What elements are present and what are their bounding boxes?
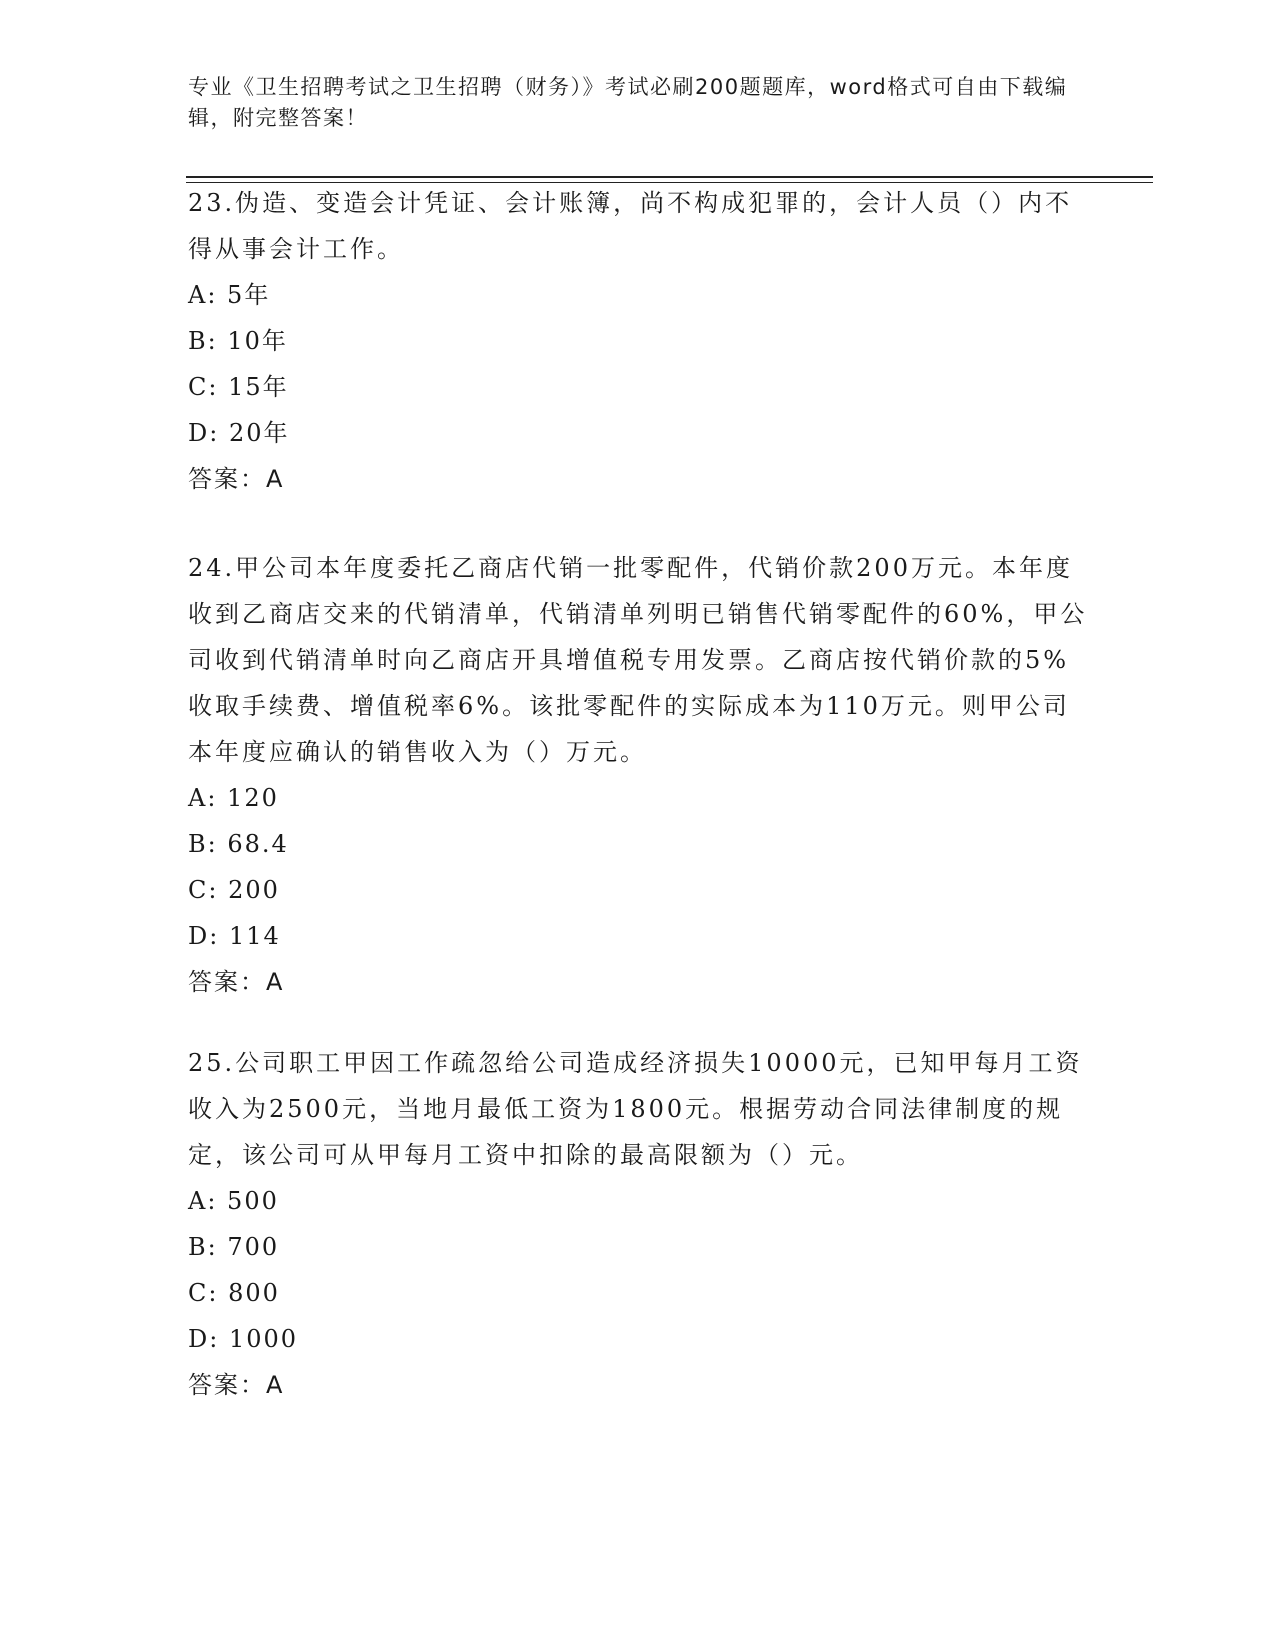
option-c: C: 15年 (188, 373, 289, 401)
option-d: D: 1000 (188, 1325, 299, 1353)
answer-label: 答案：A (188, 1371, 285, 1399)
header-divider-thick (186, 176, 1153, 178)
option-a: A: 5年 (188, 281, 271, 309)
option-d: D: 114 (188, 922, 281, 950)
option-b: B: 68.4 (188, 830, 289, 858)
option-b: B: 10年 (188, 327, 288, 355)
option-a: A: 120 (188, 784, 279, 812)
option-a: A: 500 (188, 1187, 279, 1215)
document-header: 专业《卫生招聘考试之卫生招聘（财务）》考试必刷200题题库，word格式可自由下载编辑，附完整答案！ (188, 75, 1068, 130)
question-25 (188, 1040, 1088, 1408)
option-c: C: 800 (188, 1279, 280, 1307)
option-c: C: 200 (188, 876, 280, 904)
answer-label: 答案：A (188, 465, 285, 493)
question-stem: 23.伪造、变造会计凭证、会计账簿，尚不构成犯罪的，会计人员（）内不得从事会计工作。 (188, 189, 1073, 263)
question-24 (188, 545, 1088, 1005)
question-stem: 25.公司职工甲因工作疏忽给公司造成经济损失10000元，已知甲每月工资收入为2500元，当地月最低工资为1800元。根据劳动合同法律制度的规定，该公司可从甲每月工资中扣除的最高限额为（）元。 (188, 1049, 1083, 1169)
question-23 (188, 180, 1088, 502)
option-d: D: 20年 (188, 419, 290, 447)
question-stem: 24.甲公司本年度委托乙商店代销一批零配件，代销价款200万元。本年度收到乙商店交来的代销清单，代销清单列明已销售代销零配件的60%，甲公司收到代销清单时向乙商店开具增值税专用发票。乙商店按代销价款的5%收取手续费、增值税率6%。该批零配件的实际成本为110万元。则甲公司本年度应确认的销售收入为（）万元。 (188, 554, 1088, 766)
option-b: B: 700 (188, 1233, 280, 1261)
answer-label: 答案：A (188, 968, 285, 996)
